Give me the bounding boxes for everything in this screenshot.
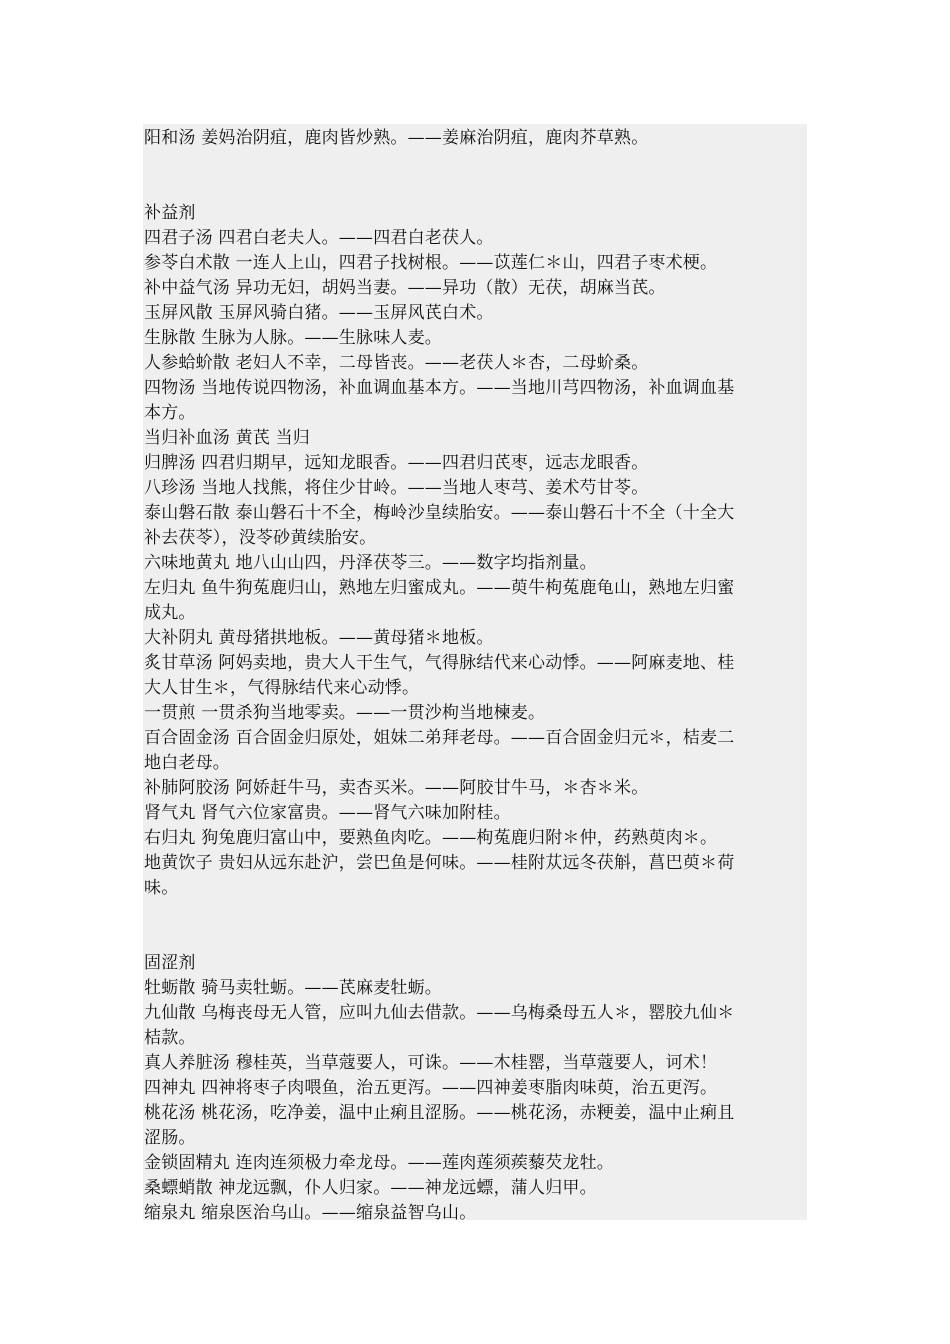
formula-line: 四物汤 当地传说四物汤，补血调血基本方。——当地川芎四物汤，补血调血基 [144, 378, 735, 398]
formula-line: 味。 [144, 878, 179, 898]
formula-line: 六味地黄丸 地八山山四，丹泽茯苓三。——数字均指剂量。 [144, 553, 597, 573]
formula-line: 百合固金汤 百合固金归原处，姐妹二弟拜老母。——百合固金归元＊，桔麦二 [144, 728, 735, 748]
formula-line: 真人养脏汤 穆桂英，当草蔻要人，可诛。——木桂罂，当草蔻要人，诃术！ [144, 1053, 718, 1073]
formula-line: 炙甘草汤 阿妈卖地，贵大人干生气，气得脉结代来心动悸。——阿麻麦地、桂 [144, 653, 735, 673]
formula-line: 参苓白术散 一连人上山，四君子找树根。——苡莲仁＊山，四君子枣术梗。 [144, 253, 718, 273]
formula-section [144, 951, 807, 1220]
formula-line: 九仙散 乌梅丧母无人管，应叫九仙去借款。——乌梅桑母五人＊，罂胶九仙＊ [144, 1003, 735, 1023]
formula-line: 生脉散 生脉为人脉。——生脉味人麦。 [144, 328, 443, 348]
formula-line: 地白老母。 [144, 753, 230, 773]
formula-line: 大补阴丸 黄母猪拱地板。——黄母猪＊地板。 [144, 628, 494, 648]
formula-line: 涩肠。 [144, 1128, 196, 1148]
formula-line: 补肺阿胶汤 阿娇赶牛马，卖杏买米。——阿胶甘牛马，＊杏＊米。 [144, 778, 649, 798]
formula-line: 本方。 [144, 403, 196, 423]
document-text-block [143, 124, 807, 1220]
formula-line: 桑螵蛸散 神龙远飘，仆人归家。——神龙远螵，蒲人归甲。 [144, 1178, 597, 1198]
intro-line: 阳和汤 姜妈治阴疽，鹿肉皆炒熟。——姜麻治阴疽，鹿肉芥草熟。 [144, 128, 649, 148]
formula-line: 补中益气汤 异功无妇，胡妈当妻。——异功（散）无茯，胡麻当芪。 [144, 278, 666, 298]
formula-line: 地黄饮子 贵妇从远东赴沪，尝巴鱼是何味。——桂附苁远冬茯斛，菖巴萸＊荷 [144, 853, 735, 873]
formula-line: 金锁固精丸 连肉连须极力牵龙母。——莲肉莲须蒺藜芡龙牡。 [144, 1153, 615, 1173]
formula-line: 人参蛤蚧散 老妇人不幸，二母皆丧。——老茯人＊杏，二母蚧桑。 [144, 353, 649, 373]
formula-line: 缩泉丸 缩泉医治乌山。——缩泉益智乌山。 [144, 1203, 477, 1220]
section-heading: 固涩剂 [144, 953, 196, 973]
formula-line: 右归丸 狗兔鹿归富山中，要熟鱼肉吃。——枸菟鹿归附＊仲，药熟萸肉＊。 [144, 828, 718, 848]
formula-line: 八珍汤 当地人找熊，将住少甘岭。——当地人枣芎、姜术芍甘苓。 [144, 478, 649, 498]
formula-line: 泰山磐石散 泰山磐石十不全，梅岭沙皇续胎安。——泰山磐石十不全（十全大 [144, 503, 735, 523]
formula-line: 大人甘生＊，气得脉结代来心动悸。 [144, 678, 420, 698]
formula-line: 玉屏风散 玉屏风骑白猪。——玉屏风芪白术。 [144, 303, 494, 323]
formula-line: 牡蛎散 骑马卖牡蛎。——芪麻麦牡蛎。 [144, 978, 443, 998]
formula-line: 四神丸 四神将枣子肉喂鱼，治五更泻。——四神姜枣脂肉味萸，治五更泻。 [144, 1078, 718, 1098]
formula-line: 归脾汤 四君归期早，远知龙眼香。——四君归芪枣，远志龙眼香。 [144, 453, 649, 473]
intro-section [144, 126, 807, 151]
formula-line: 桃花汤 桃花汤，吃净姜，温中止痢且涩肠。——桃花汤，赤粳姜，温中止痢且 [144, 1103, 735, 1123]
section-spacer [144, 901, 807, 951]
formula-line: 桔款。 [144, 1028, 196, 1048]
formula-line: 当归补血汤 黄芪 当归 [144, 428, 311, 448]
formula-line: 四君子汤 四君白老夫人。——四君白老茯人。 [144, 228, 494, 248]
section-heading: 补益剂 [144, 203, 196, 223]
formula-line: 成丸。 [144, 603, 196, 623]
formula-section [144, 201, 807, 901]
formula-line: 肾气丸 肾气六位家富贵。——肾气六味加附桂。 [144, 803, 511, 823]
formula-line: 一贯煎 一贯杀狗当地零卖。——一贯沙枸当地楝麦。 [144, 703, 546, 723]
formula-line: 左归丸 鱼牛狗菟鹿归山，熟地左归蜜成丸。——萸牛枸菟鹿龟山，熟地左归蜜 [144, 578, 735, 598]
formula-line: 补去茯苓），没苓砂黄续胎安。 [144, 528, 377, 548]
sections-container [144, 201, 807, 1220]
section-spacer [144, 151, 807, 201]
